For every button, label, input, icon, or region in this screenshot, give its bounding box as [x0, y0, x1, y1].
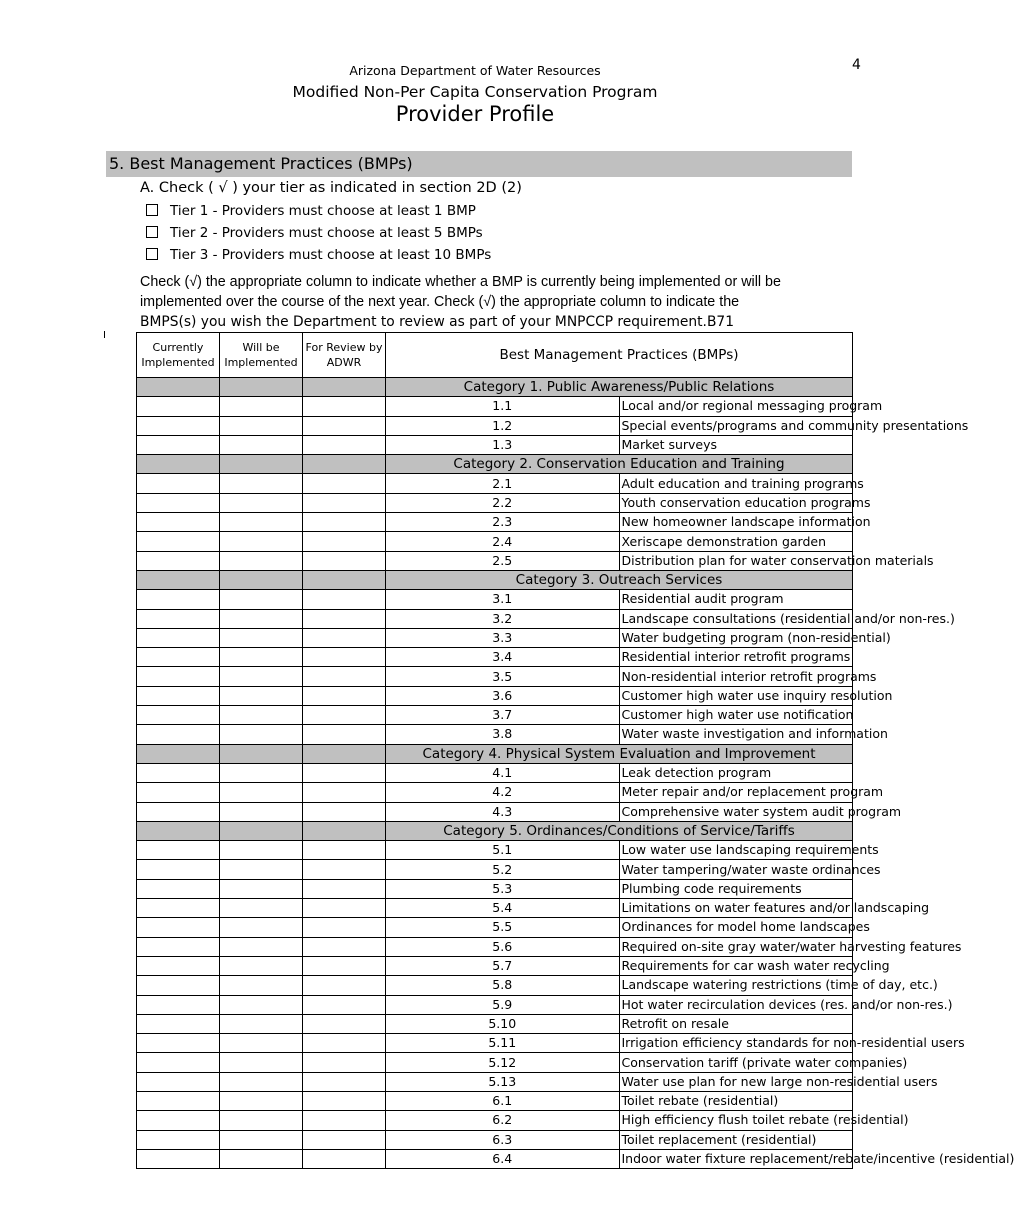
for-review-checkbox-cell[interactable]	[303, 648, 386, 667]
tier-2-option[interactable]	[146, 225, 483, 241]
will-be-implemented-checkbox-cell[interactable]	[220, 976, 303, 995]
bmp-number: 4.1	[386, 763, 620, 782]
tier-2-label: Tier 2 - Providers must choose at least 5 BMPs	[170, 225, 483, 241]
for-review-checkbox-cell[interactable]	[303, 783, 386, 802]
will-be-implemented-checkbox-cell[interactable]	[220, 1111, 303, 1130]
bmp-number: 5.10	[386, 1014, 620, 1033]
bmp-row	[137, 1130, 853, 1149]
bmp-description: Landscape consultations (residential and/or non-res.)	[619, 609, 853, 628]
will-be-implemented-checkbox-cell[interactable]	[220, 1034, 303, 1053]
tier-1-label: Tier 1 - Providers must choose at least 1 BMP	[170, 203, 476, 219]
category-row	[137, 821, 853, 840]
bmp-number: 5.6	[386, 937, 620, 956]
bmp-description: Leak detection program	[619, 763, 853, 782]
category-title: Category 1. Public Awareness/Public Relations	[386, 378, 853, 397]
bmp-description: Adult education and training programs	[619, 474, 853, 493]
tier-instruction: A. Check ( √ ) your tier as indicated in section 2D (2)	[140, 180, 522, 196]
for-review-checkbox-cell[interactable]	[303, 532, 386, 551]
currently-implemented-checkbox-cell[interactable]	[137, 416, 220, 435]
bmp-number: 6.2	[386, 1111, 620, 1130]
bmp-row	[137, 1072, 853, 1091]
bmp-number: 2.3	[386, 513, 620, 532]
tier-3-option[interactable]	[146, 247, 491, 263]
will-be-implemented-checkbox-cell[interactable]	[220, 532, 303, 551]
for-review-checkbox-cell[interactable]	[303, 628, 386, 647]
bmp-row	[137, 609, 853, 628]
bmp-row	[137, 513, 853, 532]
for-review-checkbox-cell[interactable]	[303, 1034, 386, 1053]
currently-implemented-checkbox-cell[interactable]	[137, 435, 220, 454]
currently-implemented-checkbox-cell[interactable]	[137, 1034, 220, 1053]
page-title: Provider Profile	[395, 102, 555, 126]
for-review-checkbox-cell[interactable]	[303, 879, 386, 898]
currently-implemented-checkbox-cell[interactable]	[137, 956, 220, 975]
for-review-checkbox-cell[interactable]	[303, 976, 386, 995]
bmp-number: 3.8	[386, 725, 620, 744]
category-row	[137, 378, 853, 397]
will-be-implemented-checkbox-cell[interactable]	[220, 667, 303, 686]
bmp-row	[137, 1053, 853, 1072]
category-title: Category 3. Outreach Services	[386, 570, 853, 589]
bmp-number: 5.2	[386, 860, 620, 879]
bmp-description: High efficiency flush toilet rebate (residential)	[619, 1111, 853, 1130]
header-for-review: For Review by ADWR	[303, 333, 386, 378]
currently-implemented-checkbox-cell[interactable]	[137, 841, 220, 860]
bmp-description: Toilet replacement (residential)	[619, 1130, 853, 1149]
bmp-description: Non-residential interior retrofit programs	[619, 667, 853, 686]
bmp-description: Water tampering/water waste ordinances	[619, 860, 853, 879]
category-blank-cell	[220, 570, 303, 589]
will-be-implemented-checkbox-cell[interactable]	[220, 995, 303, 1014]
bmp-description: Distribution plan for water conservation materials	[619, 551, 853, 570]
for-review-checkbox-cell[interactable]	[303, 1111, 386, 1130]
bmp-number: 2.1	[386, 474, 620, 493]
currently-implemented-checkbox-cell[interactable]	[137, 995, 220, 1014]
currently-implemented-checkbox-cell[interactable]	[137, 976, 220, 995]
bmp-row	[137, 1014, 853, 1033]
bmp-row	[137, 802, 853, 821]
bmp-number: 4.3	[386, 802, 620, 821]
will-be-implemented-checkbox-cell[interactable]	[220, 551, 303, 570]
category-row	[137, 455, 853, 474]
currently-implemented-checkbox-cell[interactable]	[137, 937, 220, 956]
page-number: 4	[852, 57, 861, 73]
category-blank-cell	[137, 378, 220, 397]
bmp-number: 6.4	[386, 1149, 620, 1168]
bmp-description: Xeriscape demonstration garden	[619, 532, 853, 551]
category-blank-cell	[137, 455, 220, 474]
will-be-implemented-checkbox-cell[interactable]	[220, 918, 303, 937]
currently-implemented-checkbox-cell[interactable]	[137, 783, 220, 802]
bmp-row	[137, 416, 853, 435]
will-be-implemented-checkbox-cell[interactable]	[220, 609, 303, 628]
for-review-checkbox-cell[interactable]	[303, 860, 386, 879]
bmp-number: 5.7	[386, 956, 620, 975]
program-name: Modified Non-Per Capita Conservation Program	[292, 83, 658, 101]
bmp-description: Requirements for car wash water recycling	[619, 956, 853, 975]
tier-1-checkbox[interactable]	[146, 204, 158, 216]
for-review-checkbox-cell[interactable]	[303, 841, 386, 860]
bmp-number: 3.3	[386, 628, 620, 647]
bmp-description: Hot water recirculation devices (res. and/or non-res.)	[619, 995, 853, 1014]
bmp-description: New homeowner landscape information	[619, 513, 853, 532]
bmp-number: 1.3	[386, 435, 620, 454]
bmp-row	[137, 1149, 853, 1168]
for-review-checkbox-cell[interactable]	[303, 1149, 386, 1168]
bmp-row	[137, 725, 853, 744]
currently-implemented-checkbox-cell[interactable]	[137, 648, 220, 667]
will-be-implemented-checkbox-cell[interactable]	[220, 956, 303, 975]
bmp-description: Local and/or regional messaging program	[619, 397, 853, 416]
will-be-implemented-checkbox-cell[interactable]	[220, 841, 303, 860]
for-review-checkbox-cell[interactable]	[303, 1130, 386, 1149]
bmp-number: 3.4	[386, 648, 620, 667]
bmp-row	[137, 976, 853, 995]
for-review-checkbox-cell[interactable]	[303, 686, 386, 705]
bmp-number: 5.5	[386, 918, 620, 937]
bmp-description: Special events/programs and community presentations	[619, 416, 853, 435]
for-review-checkbox-cell[interactable]	[303, 956, 386, 975]
bmp-number: 3.2	[386, 609, 620, 628]
bmp-description: Water use plan for new large non-residential users	[619, 1072, 853, 1091]
bmp-number: 2.5	[386, 551, 620, 570]
will-be-implemented-checkbox-cell[interactable]	[220, 937, 303, 956]
category-blank-cell	[220, 455, 303, 474]
bmp-row	[137, 397, 853, 416]
currently-implemented-checkbox-cell[interactable]	[137, 1053, 220, 1072]
bmp-number: 2.2	[386, 493, 620, 512]
instructions-text: Check (√) the appropriate column to indicate whether a BMP is currently being implemented or will be implemented over the course of the next year. Check (√) the appropriate column to indicate the	[140, 274, 781, 310]
bmp-row	[137, 686, 853, 705]
bmp-description: Customer high water use notification	[619, 706, 853, 725]
category-blank-cell	[220, 744, 303, 763]
currently-implemented-checkbox-cell[interactable]	[137, 686, 220, 705]
category-title: Category 2. Conservation Education and Training	[386, 455, 853, 474]
currently-implemented-checkbox-cell[interactable]	[137, 474, 220, 493]
currently-implemented-checkbox-cell[interactable]	[137, 879, 220, 898]
will-be-implemented-checkbox-cell[interactable]	[220, 397, 303, 416]
currently-implemented-checkbox-cell[interactable]	[137, 802, 220, 821]
bmp-number: 5.9	[386, 995, 620, 1014]
currently-implemented-checkbox-cell[interactable]	[137, 1111, 220, 1130]
will-be-implemented-checkbox-cell[interactable]	[220, 435, 303, 454]
bmp-number: 5.4	[386, 899, 620, 918]
bmp-description: Water budgeting program (non-residential)	[619, 628, 853, 647]
category-blank-cell	[303, 378, 386, 397]
currently-implemented-checkbox-cell[interactable]	[137, 590, 220, 609]
for-review-checkbox-cell[interactable]	[303, 590, 386, 609]
bmp-description: Ordinances for model home landscapes	[619, 918, 853, 937]
for-review-checkbox-cell[interactable]	[303, 802, 386, 821]
bmp-description: Landscape watering restrictions (time of day, etc.)	[619, 976, 853, 995]
will-be-implemented-checkbox-cell[interactable]	[220, 899, 303, 918]
currently-implemented-checkbox-cell[interactable]	[137, 1014, 220, 1033]
bmp-row	[137, 493, 853, 512]
for-review-checkbox-cell[interactable]	[303, 763, 386, 782]
for-review-checkbox-cell[interactable]	[303, 995, 386, 1014]
bmp-number: 5.13	[386, 1072, 620, 1091]
bmp-description: Plumbing code requirements	[619, 879, 853, 898]
bmp-row	[137, 937, 853, 956]
currently-implemented-checkbox-cell[interactable]	[137, 1149, 220, 1168]
bmp-row	[137, 918, 853, 937]
will-be-implemented-checkbox-cell[interactable]	[220, 416, 303, 435]
bmp-row	[137, 1091, 853, 1110]
bmp-description: Residential interior retrofit programs	[619, 648, 853, 667]
bmp-table	[136, 332, 1014, 1169]
will-be-implemented-checkbox-cell[interactable]	[220, 860, 303, 879]
bmp-row	[137, 860, 853, 879]
bmp-row	[137, 590, 853, 609]
bmp-row	[137, 551, 853, 570]
bmp-description: Toilet rebate (residential)	[619, 1091, 853, 1110]
for-review-checkbox-cell[interactable]	[303, 474, 386, 493]
currently-implemented-checkbox-cell[interactable]	[137, 513, 220, 532]
currently-implemented-checkbox-cell[interactable]	[137, 1130, 220, 1149]
category-blank-cell	[137, 744, 220, 763]
for-review-checkbox-cell[interactable]	[303, 725, 386, 744]
bmp-number: 5.3	[386, 879, 620, 898]
bmp-row	[137, 532, 853, 551]
section-title: 5. Best Management Practices (BMPs)	[106, 151, 852, 177]
currently-implemented-checkbox-cell[interactable]	[137, 667, 220, 686]
for-review-checkbox-cell[interactable]	[303, 1053, 386, 1072]
category-blank-cell	[137, 570, 220, 589]
category-blank-cell	[303, 821, 386, 840]
for-review-checkbox-cell[interactable]	[303, 918, 386, 937]
will-be-implemented-checkbox-cell[interactable]	[220, 725, 303, 744]
will-be-implemented-checkbox-cell[interactable]	[220, 686, 303, 705]
bmp-row	[137, 956, 853, 975]
bmp-number: 5.12	[386, 1053, 620, 1072]
for-review-checkbox-cell[interactable]	[303, 435, 386, 454]
bmp-row	[137, 474, 853, 493]
for-review-checkbox-cell[interactable]	[303, 1091, 386, 1110]
instructions-text-2: BMPS(s) you wish the Department to review as part of your MNPCCP requirement.B71	[140, 314, 734, 330]
currently-implemented-checkbox-cell[interactable]	[137, 918, 220, 937]
category-title: Category 5. Ordinances/Conditions of Service/Tariffs	[386, 821, 853, 840]
currently-implemented-checkbox-cell[interactable]	[137, 1072, 220, 1091]
will-be-implemented-checkbox-cell[interactable]	[220, 513, 303, 532]
bmp-number: 2.4	[386, 532, 620, 551]
bmp-row	[137, 879, 853, 898]
bmp-number: 1.2	[386, 416, 620, 435]
will-be-implemented-checkbox-cell[interactable]	[220, 493, 303, 512]
bmp-row	[137, 706, 853, 725]
currently-implemented-checkbox-cell[interactable]	[137, 706, 220, 725]
will-be-implemented-checkbox-cell[interactable]	[220, 648, 303, 667]
tier-1-option[interactable]	[146, 203, 476, 219]
bmp-row	[137, 841, 853, 860]
bmp-row	[137, 435, 853, 454]
category-row	[137, 744, 853, 763]
category-blank-cell	[220, 378, 303, 397]
bmp-row	[137, 1034, 853, 1053]
tier-3-label: Tier 3 - Providers must choose at least 10 BMPs	[170, 247, 492, 263]
margin-mark	[104, 331, 105, 338]
bmp-description: Required on-site gray water/water harvesting features	[619, 937, 853, 956]
bmp-number: 3.1	[386, 590, 620, 609]
tier-3-checkbox[interactable]	[146, 248, 158, 260]
will-be-implemented-checkbox-cell[interactable]	[220, 590, 303, 609]
currently-implemented-checkbox-cell[interactable]	[137, 397, 220, 416]
bmp-number: 5.8	[386, 976, 620, 995]
for-review-checkbox-cell[interactable]	[303, 899, 386, 918]
bmp-row	[137, 648, 853, 667]
will-be-implemented-checkbox-cell[interactable]	[220, 1014, 303, 1033]
will-be-implemented-checkbox-cell[interactable]	[220, 802, 303, 821]
currently-implemented-checkbox-cell[interactable]	[137, 860, 220, 879]
for-review-checkbox-cell[interactable]	[303, 609, 386, 628]
will-be-implemented-checkbox-cell[interactable]	[220, 1130, 303, 1149]
bmp-description: Residential audit program	[619, 590, 853, 609]
bmp-row	[137, 628, 853, 647]
bmp-number: 3.6	[386, 686, 620, 705]
for-review-checkbox-cell[interactable]	[303, 493, 386, 512]
category-blank-cell	[303, 570, 386, 589]
will-be-implemented-checkbox-cell[interactable]	[220, 879, 303, 898]
bmp-number: 6.3	[386, 1130, 620, 1149]
currently-implemented-checkbox-cell[interactable]	[137, 763, 220, 782]
bmp-row	[137, 667, 853, 686]
bmp-row	[137, 1111, 853, 1130]
bmp-description: Limitations on water features and/or landscaping	[619, 899, 853, 918]
bmp-description: Indoor water fixture replacement/rebate/incentive (residential)	[619, 1149, 853, 1168]
for-review-checkbox-cell[interactable]	[303, 937, 386, 956]
table-header-row	[137, 333, 853, 378]
for-review-checkbox-cell[interactable]	[303, 706, 386, 725]
bmp-number: 4.2	[386, 783, 620, 802]
bmp-description: Irrigation efficiency standards for non-residential users	[619, 1034, 853, 1053]
bmp-description: Comprehensive water system audit program	[619, 802, 853, 821]
will-be-implemented-checkbox-cell[interactable]	[220, 1053, 303, 1072]
for-review-checkbox-cell[interactable]	[303, 1014, 386, 1033]
will-be-implemented-checkbox-cell[interactable]	[220, 1149, 303, 1168]
bmp-row	[137, 995, 853, 1014]
currently-implemented-checkbox-cell[interactable]	[137, 493, 220, 512]
bmp-number: 5.1	[386, 841, 620, 860]
will-be-implemented-checkbox-cell[interactable]	[220, 763, 303, 782]
bmp-number: 1.1	[386, 397, 620, 416]
for-review-checkbox-cell[interactable]	[303, 416, 386, 435]
category-blank-cell	[220, 821, 303, 840]
bmp-description: Market surveys	[619, 435, 853, 454]
header-currently-implemented: Currently Implemented	[137, 333, 220, 378]
tier-2-checkbox[interactable]	[146, 226, 158, 238]
currently-implemented-checkbox-cell[interactable]	[137, 1091, 220, 1110]
currently-implemented-checkbox-cell[interactable]	[137, 609, 220, 628]
will-be-implemented-checkbox-cell[interactable]	[220, 1072, 303, 1091]
bmp-description: Youth conservation education programs	[619, 493, 853, 512]
for-review-checkbox-cell[interactable]	[303, 1072, 386, 1091]
bmp-row	[137, 899, 853, 918]
currently-implemented-checkbox-cell[interactable]	[137, 725, 220, 744]
header-bmps: Best Management Practices (BMPs)	[386, 333, 853, 378]
currently-implemented-checkbox-cell[interactable]	[137, 532, 220, 551]
currently-implemented-checkbox-cell[interactable]	[137, 628, 220, 647]
bmp-description: Low water use landscaping requirements	[619, 841, 853, 860]
for-review-checkbox-cell[interactable]	[303, 397, 386, 416]
category-blank-cell	[137, 821, 220, 840]
bmp-description: Customer high water use inquiry resolution	[619, 686, 853, 705]
for-review-checkbox-cell[interactable]	[303, 667, 386, 686]
bmp-description: Retrofit on resale	[619, 1014, 853, 1033]
bmp-number: 5.11	[386, 1034, 620, 1053]
will-be-implemented-checkbox-cell[interactable]	[220, 474, 303, 493]
bmp-description: Water waste investigation and information	[619, 725, 853, 744]
currently-implemented-checkbox-cell[interactable]	[137, 551, 220, 570]
bmp-row	[137, 763, 853, 782]
bmp-description: Conservation tariff (private water companies)	[619, 1053, 853, 1072]
bmp-number: 3.5	[386, 667, 620, 686]
category-blank-cell	[303, 455, 386, 474]
bmp-number: 6.1	[386, 1091, 620, 1110]
will-be-implemented-checkbox-cell[interactable]	[220, 628, 303, 647]
bmp-description: Meter repair and/or replacement program	[619, 783, 853, 802]
will-be-implemented-checkbox-cell[interactable]	[220, 1091, 303, 1110]
category-blank-cell	[303, 744, 386, 763]
will-be-implemented-checkbox-cell[interactable]	[220, 706, 303, 725]
category-row	[137, 570, 853, 589]
header-will-be-implemented: Will be Implemented	[220, 333, 303, 378]
for-review-checkbox-cell[interactable]	[303, 513, 386, 532]
instructions	[140, 272, 850, 332]
for-review-checkbox-cell[interactable]	[303, 551, 386, 570]
agency-name: Arizona Department of Water Resources	[349, 63, 601, 78]
category-title: Category 4. Physical System Evaluation and Improvement	[386, 744, 853, 763]
bmp-row	[137, 783, 853, 802]
will-be-implemented-checkbox-cell[interactable]	[220, 783, 303, 802]
bmp-number: 3.7	[386, 706, 620, 725]
currently-implemented-checkbox-cell[interactable]	[137, 899, 220, 918]
